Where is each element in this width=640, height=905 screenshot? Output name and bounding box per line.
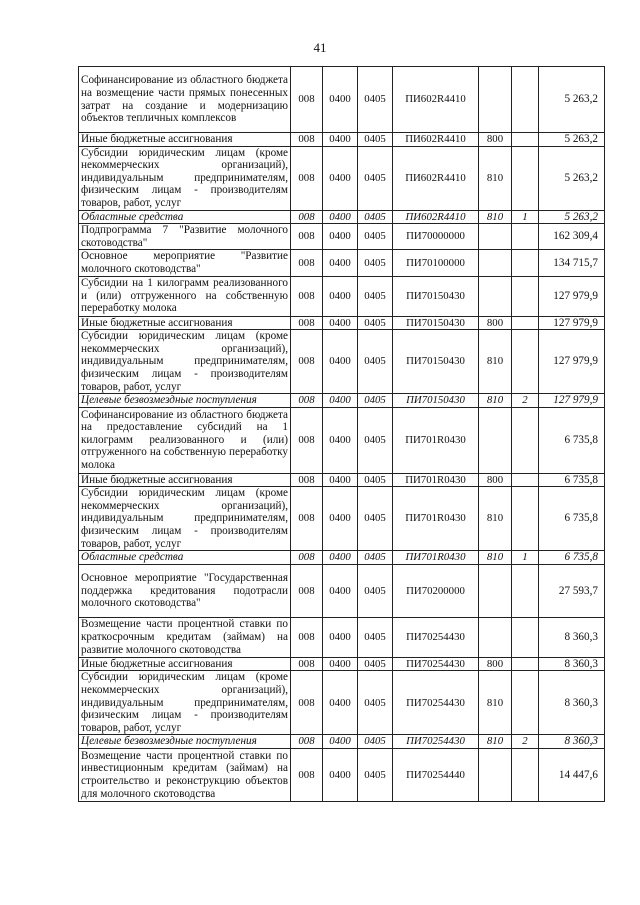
table-row <box>79 657 605 671</box>
target-article-code-cell: ПИ70150430 <box>393 330 479 394</box>
row-name-cell: Иные бюджетные ассигнования <box>79 316 291 330</box>
row-name-cell: Иные бюджетные ассигнования <box>79 133 291 147</box>
table-row <box>79 330 605 394</box>
section-code-cell: 0400 <box>323 276 358 316</box>
source-code-cell <box>512 316 539 330</box>
target-article-code-cell: ПИ70150430 <box>393 316 479 330</box>
section-code-cell: 0400 <box>323 407 358 473</box>
section-code-cell: 0400 <box>323 330 358 394</box>
table-row <box>79 67 605 133</box>
expense-type-code-cell <box>479 617 512 657</box>
subsection-code-cell: 0405 <box>358 210 393 224</box>
section-code-cell: 0400 <box>323 67 358 133</box>
section-code-cell: 0400 <box>323 210 358 224</box>
expense-type-code-cell <box>479 67 512 133</box>
target-article-code-cell: ПИ70000000 <box>393 224 479 250</box>
budget-table <box>78 66 605 802</box>
target-article-code-cell: ПИ70150430 <box>393 394 479 408</box>
target-article-code-cell: ПИ602R4410 <box>393 133 479 147</box>
target-article-code-cell: ПИ701R0430 <box>393 551 479 565</box>
target-article-code-cell: ПИ70150430 <box>393 276 479 316</box>
row-name-cell: Подпрограмма 7 "Развитие молочного скотоводства" <box>79 224 291 250</box>
table-row <box>79 617 605 657</box>
section-code-cell: 0400 <box>323 146 358 210</box>
budget-table-container <box>78 66 604 802</box>
amount-cell: 5 263,2 <box>539 210 605 224</box>
source-code-cell: 1 <box>512 210 539 224</box>
department-code-cell: 008 <box>291 407 323 473</box>
expense-type-code-cell: 800 <box>479 133 512 147</box>
section-code-cell: 0400 <box>323 316 358 330</box>
department-code-cell: 008 <box>291 250 323 276</box>
target-article-code-cell: ПИ70254430 <box>393 657 479 671</box>
department-code-cell: 008 <box>291 210 323 224</box>
target-article-code-cell: ПИ70254430 <box>393 617 479 657</box>
target-article-code-cell: ПИ70100000 <box>393 250 479 276</box>
expense-type-code-cell: 810 <box>479 210 512 224</box>
subsection-code-cell: 0405 <box>358 316 393 330</box>
department-code-cell: 008 <box>291 394 323 408</box>
department-code-cell: 008 <box>291 473 323 487</box>
table-row <box>79 564 605 617</box>
row-name-cell: Основное мероприятие "Государственная поддержка кредитования подотрасли молочного скотоводства" <box>79 564 291 617</box>
section-code-cell: 0400 <box>323 735 358 749</box>
source-code-cell <box>512 564 539 617</box>
source-code-cell <box>512 617 539 657</box>
amount-cell: 5 263,2 <box>539 146 605 210</box>
subsection-code-cell: 0405 <box>358 67 393 133</box>
row-name-cell: Областные средства <box>79 551 291 565</box>
table-row <box>79 394 605 408</box>
subsection-code-cell: 0405 <box>358 133 393 147</box>
table-row <box>79 250 605 276</box>
amount-cell: 6 735,8 <box>539 473 605 487</box>
department-code-cell: 008 <box>291 67 323 133</box>
expense-type-code-cell: 800 <box>479 657 512 671</box>
subsection-code-cell: 0405 <box>358 250 393 276</box>
row-name-cell: Целевые безвозмездные поступления <box>79 394 291 408</box>
expense-type-code-cell <box>479 564 512 617</box>
department-code-cell: 008 <box>291 564 323 617</box>
subsection-code-cell: 0405 <box>358 407 393 473</box>
amount-cell: 8 360,3 <box>539 671 605 735</box>
department-code-cell: 008 <box>291 749 323 802</box>
row-name-cell: Субсидии юридическим лицам (кроме некоммерческих организаций), индивидуальным предпринимателям, физическим лицам - производителям товаров, работ, услуг <box>79 671 291 735</box>
target-article-code-cell: ПИ701R0430 <box>393 407 479 473</box>
row-name-cell: Иные бюджетные ассигнования <box>79 657 291 671</box>
amount-cell: 8 360,3 <box>539 735 605 749</box>
amount-cell: 27 593,7 <box>539 564 605 617</box>
section-code-cell: 0400 <box>323 617 358 657</box>
expense-type-code-cell: 810 <box>479 146 512 210</box>
section-code-cell: 0400 <box>323 749 358 802</box>
amount-cell: 162 309,4 <box>539 224 605 250</box>
source-code-cell <box>512 487 539 551</box>
section-code-cell: 0400 <box>323 487 358 551</box>
table-row <box>79 133 605 147</box>
department-code-cell: 008 <box>291 133 323 147</box>
amount-cell: 127 979,9 <box>539 394 605 408</box>
table-row <box>79 735 605 749</box>
row-name-cell: Субсидии юридическим лицам (кроме некоммерческих организаций), индивидуальным предпринимателям, физическим лицам - производителям товаров, работ, услуг <box>79 487 291 551</box>
row-name-cell: Субсидии юридическим лицам (кроме некоммерческих организаций), индивидуальным предпринимателям, физическим лицам - производителям товаров, работ, услуг <box>79 146 291 210</box>
target-article-code-cell: ПИ70254440 <box>393 749 479 802</box>
target-article-code-cell: ПИ602R4410 <box>393 146 479 210</box>
row-name-cell: Областные средства <box>79 210 291 224</box>
source-code-cell <box>512 407 539 473</box>
target-article-code-cell: ПИ602R4410 <box>393 210 479 224</box>
subsection-code-cell: 0405 <box>358 735 393 749</box>
row-name-cell: Возмещение части процентной ставки по инвестиционным кредитам (займам) на строительство и реконструкцию объектов для молочного скотоводства <box>79 749 291 802</box>
expense-type-code-cell: 810 <box>479 487 512 551</box>
subsection-code-cell: 0405 <box>358 224 393 250</box>
subsection-code-cell: 0405 <box>358 276 393 316</box>
expense-type-code-cell: 810 <box>479 735 512 749</box>
row-name-cell: Софинансирование из областного бюджета на возмещение части прямых понесенных затрат на создание и модернизацию объектов тепличных комплексов <box>79 67 291 133</box>
expense-type-code-cell <box>479 749 512 802</box>
table-row <box>79 749 605 802</box>
amount-cell: 6 735,8 <box>539 407 605 473</box>
row-name-cell: Возмещение части процентной ставки по краткосрочным кредитам (займам) на развитие молочного скотоводства <box>79 617 291 657</box>
source-code-cell <box>512 671 539 735</box>
table-row <box>79 276 605 316</box>
section-code-cell: 0400 <box>323 394 358 408</box>
expense-type-code-cell: 800 <box>479 473 512 487</box>
expense-type-code-cell: 810 <box>479 330 512 394</box>
section-code-cell: 0400 <box>323 657 358 671</box>
target-article-code-cell: ПИ70254430 <box>393 735 479 749</box>
section-code-cell: 0400 <box>323 473 358 487</box>
subsection-code-cell: 0405 <box>358 657 393 671</box>
amount-cell: 5 263,2 <box>539 133 605 147</box>
source-code-cell <box>512 276 539 316</box>
source-code-cell: 2 <box>512 735 539 749</box>
source-code-cell <box>512 133 539 147</box>
table-row <box>79 407 605 473</box>
amount-cell: 6 735,8 <box>539 551 605 565</box>
expense-type-code-cell: 800 <box>479 316 512 330</box>
expense-type-code-cell <box>479 250 512 276</box>
table-row <box>79 671 605 735</box>
subsection-code-cell: 0405 <box>358 394 393 408</box>
row-name-cell: Целевые безвозмездные поступления <box>79 735 291 749</box>
source-code-cell <box>512 146 539 210</box>
subsection-code-cell: 0405 <box>358 671 393 735</box>
subsection-code-cell: 0405 <box>358 749 393 802</box>
table-row <box>79 487 605 551</box>
table-row <box>79 224 605 250</box>
source-code-cell <box>512 473 539 487</box>
target-article-code-cell: ПИ70200000 <box>393 564 479 617</box>
expense-type-code-cell: 810 <box>479 394 512 408</box>
subsection-code-cell: 0405 <box>358 330 393 394</box>
department-code-cell: 008 <box>291 276 323 316</box>
subsection-code-cell: 0405 <box>358 146 393 210</box>
amount-cell: 134 715,7 <box>539 250 605 276</box>
department-code-cell: 008 <box>291 551 323 565</box>
subsection-code-cell: 0405 <box>358 564 393 617</box>
amount-cell: 6 735,8 <box>539 487 605 551</box>
expense-type-code-cell <box>479 407 512 473</box>
section-code-cell: 0400 <box>323 564 358 617</box>
source-code-cell <box>512 657 539 671</box>
source-code-cell <box>512 224 539 250</box>
expense-type-code-cell: 810 <box>479 671 512 735</box>
table-row <box>79 146 605 210</box>
amount-cell: 127 979,9 <box>539 316 605 330</box>
subsection-code-cell: 0405 <box>358 617 393 657</box>
row-name-cell: Субсидии юридическим лицам (кроме некоммерческих организаций), индивидуальным предпринимателям, физическим лицам - производителям товаров, работ, услуг <box>79 330 291 394</box>
department-code-cell: 008 <box>291 671 323 735</box>
department-code-cell: 008 <box>291 735 323 749</box>
amount-cell: 5 263,2 <box>539 67 605 133</box>
target-article-code-cell: ПИ70254430 <box>393 671 479 735</box>
target-article-code-cell: ПИ701R0430 <box>393 487 479 551</box>
amount-cell: 8 360,3 <box>539 617 605 657</box>
source-code-cell <box>512 749 539 802</box>
table-row <box>79 473 605 487</box>
row-name-cell: Иные бюджетные ассигнования <box>79 473 291 487</box>
section-code-cell: 0400 <box>323 224 358 250</box>
expense-type-code-cell: 810 <box>479 551 512 565</box>
page-number: 41 <box>313 40 327 55</box>
row-name-cell: Субсидии на 1 килограмм реализованного и (или) отгруженного на собственную переработку молока <box>79 276 291 316</box>
table-row <box>79 316 605 330</box>
subsection-code-cell: 0405 <box>358 487 393 551</box>
amount-cell: 14 447,6 <box>539 749 605 802</box>
section-code-cell: 0400 <box>323 671 358 735</box>
department-code-cell: 008 <box>291 487 323 551</box>
section-code-cell: 0400 <box>323 551 358 565</box>
amount-cell: 127 979,9 <box>539 276 605 316</box>
table-row <box>79 551 605 565</box>
department-code-cell: 008 <box>291 330 323 394</box>
source-code-cell <box>512 250 539 276</box>
subsection-code-cell: 0405 <box>358 551 393 565</box>
row-name-cell: Софинансирование из областного бюджета на предоставление субсидий на 1 килограмм реализованного и (или) отгруженного на собственную переработку молока <box>79 407 291 473</box>
target-article-code-cell: ПИ602R4410 <box>393 67 479 133</box>
subsection-code-cell: 0405 <box>358 473 393 487</box>
department-code-cell: 008 <box>291 657 323 671</box>
section-code-cell: 0400 <box>323 133 358 147</box>
department-code-cell: 008 <box>291 617 323 657</box>
department-code-cell: 008 <box>291 224 323 250</box>
expense-type-code-cell <box>479 224 512 250</box>
department-code-cell: 008 <box>291 316 323 330</box>
source-code-cell: 1 <box>512 551 539 565</box>
source-code-cell: 2 <box>512 394 539 408</box>
target-article-code-cell: ПИ701R0430 <box>393 473 479 487</box>
source-code-cell <box>512 67 539 133</box>
expense-type-code-cell <box>479 276 512 316</box>
table-row <box>79 210 605 224</box>
section-code-cell: 0400 <box>323 250 358 276</box>
budget-table-body <box>79 67 605 802</box>
amount-cell: 8 360,3 <box>539 657 605 671</box>
department-code-cell: 008 <box>291 146 323 210</box>
amount-cell: 127 979,9 <box>539 330 605 394</box>
source-code-cell <box>512 330 539 394</box>
row-name-cell: Основное мероприятие "Развитие молочного скотоводства" <box>79 250 291 276</box>
